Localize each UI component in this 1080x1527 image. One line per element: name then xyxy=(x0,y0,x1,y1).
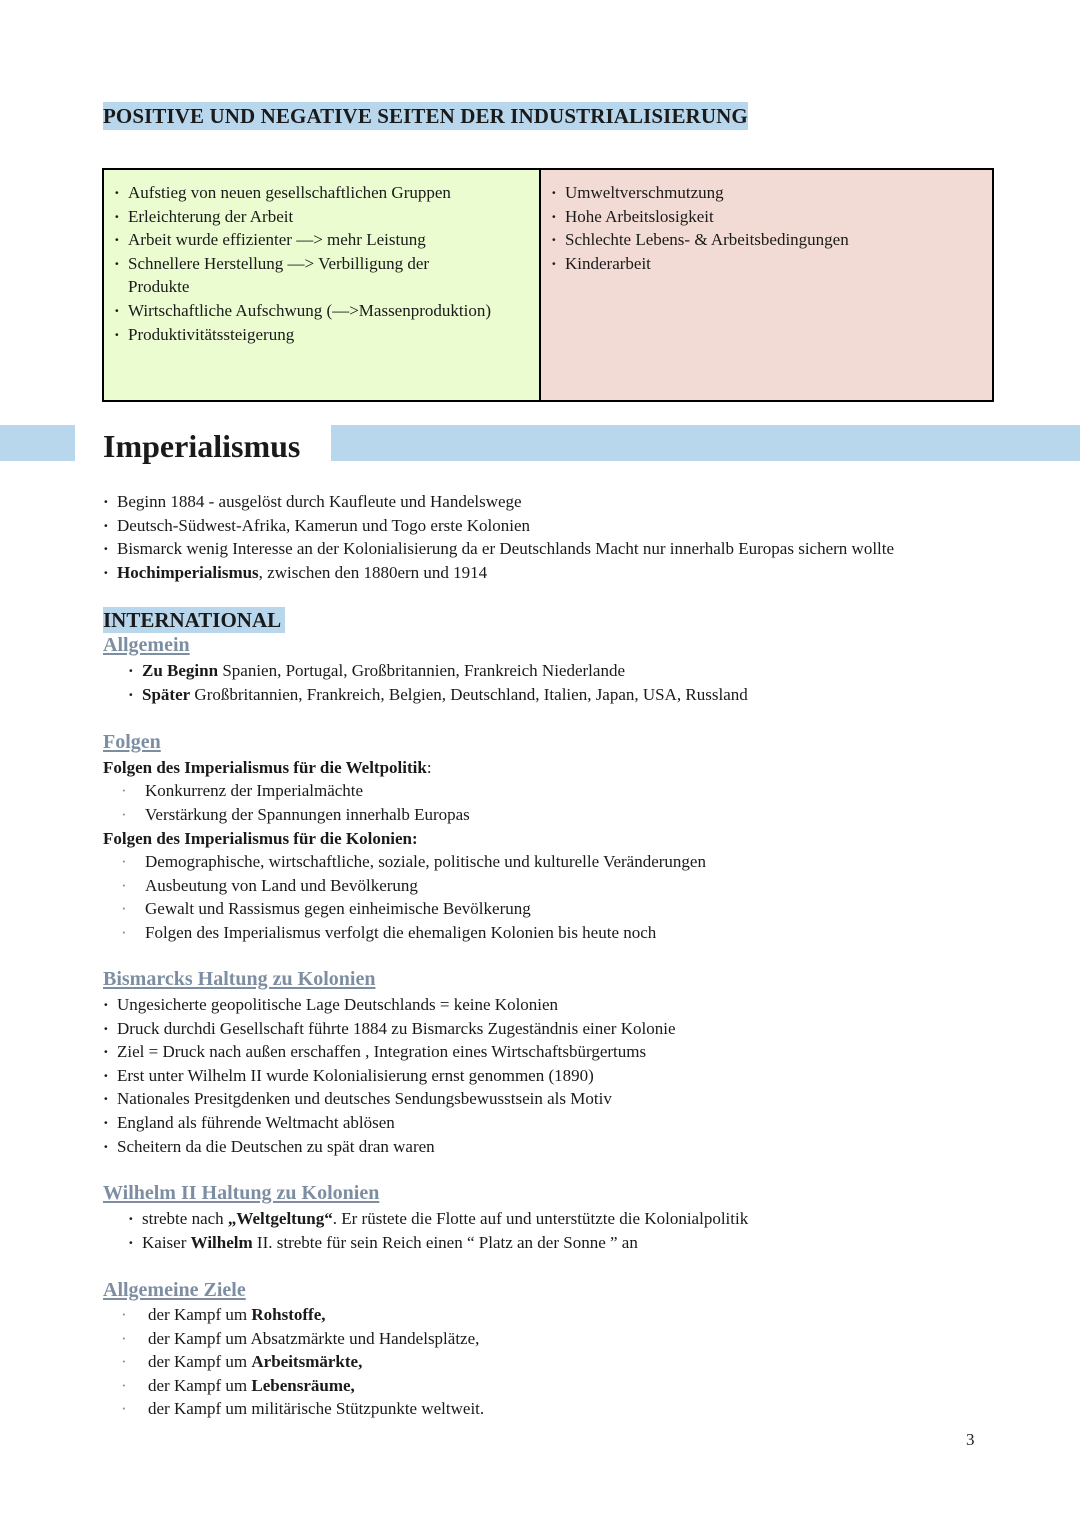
bismarck-heading: Bismarcks Haltung zu Kolonien xyxy=(103,968,376,990)
folgen-kolonien-list xyxy=(121,850,1021,944)
list-item: · Erleichterung der Arbeit xyxy=(114,205,529,229)
list-item: · Hohe Arbeitslosigkeit xyxy=(551,205,982,229)
bismarck-list xyxy=(103,993,1003,1158)
page-number: 3 xyxy=(966,1430,975,1449)
list-item: · Nationales Presitgdenken und deutsches Sendungsbewusstsein als Motiv xyxy=(103,1087,1003,1111)
list-item: · Ungesicherte geopolitische Lage Deutschlands = keine Kolonien xyxy=(103,993,1003,1017)
wilhelm-list xyxy=(128,1207,1028,1254)
list-item: · Umweltverschmutzung xyxy=(551,181,982,205)
list-item: · Druck durchdi Gesellschaft führte 1884 zu Bismarcks Zugeständnis einer Kolonie xyxy=(103,1017,1003,1041)
folgen-weltpolitik-label: Folgen des Imperialismus für die Weltpolitik xyxy=(103,758,427,777)
allgemein-list xyxy=(128,659,1028,706)
ziel-text: der Kampf um xyxy=(148,1352,252,1372)
positives-cell xyxy=(104,170,541,400)
spaeter-text: Großbritannien, Frankreich, Belgien, Deutschland, Italien, Japan, USA, Russland xyxy=(190,684,748,704)
ziel-text: der Kampf um Absatzmärkte und Handelsplätze, xyxy=(148,1328,480,1348)
list-item: · Aufstieg von neuen gesellschaftlichen Gruppen xyxy=(114,181,529,205)
list-item: · Arbeit wurde effizienter —> mehr Leistung xyxy=(114,228,529,252)
list-item xyxy=(128,1207,1028,1231)
ziel-term: Arbeitsmärkte, xyxy=(251,1352,363,1372)
wilhelm-heading: Wilhelm II Haltung zu Kolonien xyxy=(103,1182,380,1204)
folgen-kolonien-title: Folgen des Imperialismus für die Kolonien: xyxy=(103,829,418,848)
folgen-weltpolitik-title xyxy=(103,756,432,780)
ziel-text: der Kampf um militärische Stützpunkte weltweit. xyxy=(148,1399,485,1419)
list-item xyxy=(128,659,1028,683)
hochimperialismus-text: , zwischen den 1880ern und 1914 xyxy=(258,562,488,582)
international-title: INTERNATIONAL xyxy=(103,607,285,633)
list-item xyxy=(121,1397,1021,1421)
folgen-weltpolitik-list xyxy=(121,779,1021,826)
list-item xyxy=(103,561,1003,585)
wilhelm-line1-post: . Er rüstete die Flotte auf und unterstützte die Kolonialpolitik xyxy=(332,1209,749,1228)
hochimperialismus-term: Hochimperialismus xyxy=(117,562,259,582)
beginn-label: Zu Beginn xyxy=(142,661,219,680)
heading-band-left xyxy=(0,425,75,461)
list-item xyxy=(121,1374,1021,1398)
list-item: · Folgen des Imperialismus verfolgt die ehemaligen Kolonien bis heute noch xyxy=(121,921,1021,945)
ziel-term: Rohstoffe, xyxy=(251,1305,326,1324)
spaeter-label: Später xyxy=(142,684,191,704)
list-item: · Konkurrenz der Imperialmächte xyxy=(121,779,1021,803)
heading-band-right xyxy=(331,425,1080,461)
list-item xyxy=(121,1350,1021,1374)
list-item xyxy=(121,1327,1021,1351)
list-item: · Demographische, wirtschaftliche, soziale, politische und kulturelle Veränderungen xyxy=(121,850,1021,874)
negatives-cell xyxy=(541,170,992,400)
ziele-list xyxy=(121,1303,1021,1421)
wilhelm-line1-pre: strebte nach xyxy=(142,1209,228,1228)
positives-list xyxy=(114,181,529,346)
folgen-weltpolitik-colon: : xyxy=(426,758,432,777)
list-item: · Produktivitätssteigerung xyxy=(114,323,529,347)
chapter-title: Imperialismus xyxy=(103,428,301,464)
list-item xyxy=(128,1231,1028,1255)
wilhelm-name: Wilhelm xyxy=(190,1232,253,1252)
imperialismus-list xyxy=(103,490,1003,584)
folgen-heading: Folgen xyxy=(103,731,161,753)
allgemein-heading: Allgemein xyxy=(103,634,190,656)
pros-cons-table xyxy=(102,168,994,402)
wilhelm-line2-post: II. strebte für sein Reich einen “ Platz an der Sonne ” an xyxy=(252,1232,638,1252)
wilhelm-line2-pre: Kaiser xyxy=(142,1232,191,1252)
list-item: · Erst unter Wilhelm II wurde Kolonialisierung ernst genommen (1890) xyxy=(103,1064,1003,1088)
list-item: · Ausbeutung von Land und Bevölkerung xyxy=(121,874,1021,898)
list-item: · Deutsch-Südwest-Afrika, Kamerun und Togo erste Kolonien xyxy=(103,514,1003,538)
list-item xyxy=(121,1303,1021,1327)
weltgeltung-term: „Weltgeltung“ xyxy=(227,1209,333,1228)
list-item: · Scheitern da die Deutschen zu spät dran waren xyxy=(103,1135,1003,1159)
list-item: · Schnellere Herstellung —> Verbilligung der Produkte xyxy=(114,252,529,299)
list-item: · England als führende Weltmacht ablösen xyxy=(103,1111,1003,1135)
beginn-text: Spanien, Portugal, Großbritannien, Frankreich Niederlande xyxy=(218,661,625,680)
ziel-term: Lebensräume, xyxy=(251,1375,355,1395)
list-item: · Verstärkung der Spannungen innerhalb Europas xyxy=(121,803,1021,827)
list-item: · Bismarck wenig Interesse an der Kolonialisierung da er Deutschlands Macht nur innerhalb Europas sichern wollte xyxy=(103,537,1003,561)
list-item: · Wirtschaftliche Aufschwung (—>Massenproduktion) xyxy=(114,299,529,323)
ziele-heading: Allgemeine Ziele xyxy=(103,1279,246,1301)
list-item: · Gewalt und Rassismus gegen einheimische Bevölkerung xyxy=(121,897,1021,921)
list-item: · Ziel = Druck nach außen erschaffen , Integration eines Wirtschaftsbürgertums xyxy=(103,1040,1003,1064)
list-item: · Kinderarbeit xyxy=(551,252,982,276)
ziel-text: der Kampf um xyxy=(148,1375,252,1395)
list-item xyxy=(128,683,1028,707)
ziel-text: der Kampf um xyxy=(148,1305,252,1324)
section-title: POSITIVE UND NEGATIVE SEITEN DER INDUSTRIALISIERUNG xyxy=(103,104,748,128)
list-item: · Beginn 1884 - ausgelöst durch Kaufleute und Handelswege xyxy=(103,490,1003,514)
list-item: · Schlechte Lebens- & Arbeitsbedingungen xyxy=(551,228,982,252)
negatives-list xyxy=(551,181,982,275)
